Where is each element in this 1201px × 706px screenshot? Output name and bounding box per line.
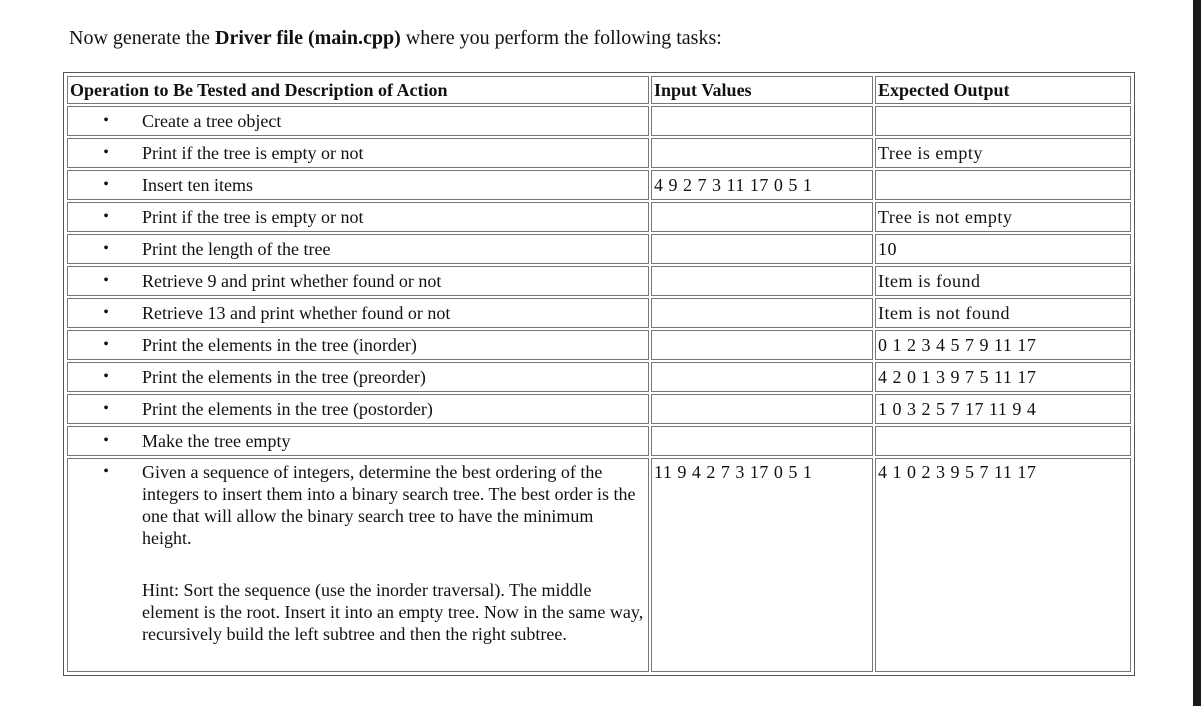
cell-operation <box>67 106 649 136</box>
cell-input <box>651 458 873 672</box>
cell-output <box>875 266 1131 296</box>
cell-input <box>651 362 873 392</box>
input-value: 4 9 2 7 3 11 17 0 5 1 <box>654 175 813 195</box>
operation-text: Print the elements in the tree (inorder) <box>142 335 417 355</box>
cell-input <box>651 298 873 328</box>
cell-output <box>875 138 1131 168</box>
output-sequence: 4 1 0 2 3 9 5 7 11 17 <box>878 462 1037 482</box>
bullet: • <box>103 368 109 385</box>
cell-operation <box>67 202 649 232</box>
table-row <box>67 202 1131 232</box>
intro-suffix: where you perform the following tasks: <box>400 27 722 49</box>
expected-output: Item is not found <box>878 303 1010 323</box>
cell-output <box>875 170 1131 200</box>
table-row <box>67 362 1131 392</box>
bullet: • <box>103 272 109 289</box>
operation-text: Print the elements in the tree (postorder) <box>142 399 433 419</box>
cell-output <box>875 298 1131 328</box>
cell-output <box>875 458 1131 672</box>
bullet: • <box>103 400 109 417</box>
table-header-row <box>67 76 1131 104</box>
header-input: Input Values <box>651 76 873 104</box>
operation-text: Print if the tree is empty or not <box>142 143 364 163</box>
table-row <box>67 394 1131 424</box>
cell-input <box>651 170 873 200</box>
intro-text <box>69 26 722 50</box>
expected-output: 10 <box>878 239 897 259</box>
operation-text: Make the tree empty <box>142 431 291 451</box>
expected-output: 1 0 3 2 5 7 17 11 9 4 <box>878 399 1037 419</box>
input-sequence: 11 9 4 2 7 3 17 0 5 1 <box>654 462 813 482</box>
bullet: • <box>103 208 109 225</box>
bullet: • <box>103 432 109 449</box>
bullet: • <box>103 144 109 161</box>
operation-text: Print the elements in the tree (preorder) <box>142 367 426 387</box>
cell-operation <box>67 394 649 424</box>
bullet: • <box>103 240 109 257</box>
table-row-best-ordering <box>67 458 1131 672</box>
cell-operation <box>67 170 649 200</box>
operation-text: Print if the tree is empty or not <box>142 207 364 227</box>
cell-operation <box>67 298 649 328</box>
operation-text: Retrieve 9 and print whether found or not <box>142 271 442 291</box>
expected-output: Item is found <box>878 271 981 291</box>
table-row <box>67 138 1131 168</box>
cell-input <box>651 426 873 456</box>
bullet: • <box>103 463 109 480</box>
cell-input <box>651 234 873 264</box>
operation-text: Insert ten items <box>142 175 253 195</box>
intro-prefix: Now generate the <box>69 27 216 49</box>
expected-output: 4 2 0 1 3 9 7 5 11 17 <box>878 367 1037 387</box>
window-edge <box>1193 0 1201 706</box>
header-operation: Operation to Be Tested and Description of Action <box>67 76 649 104</box>
expected-output: Tree is not empty <box>878 207 1013 227</box>
operation-text: Given a sequence of integers, determine the best ordering of the integers to insert them into a binary search tree. The best order is the one that will allow the binary search tree to have the minimum height. <box>142 462 636 548</box>
cell-operation <box>67 330 649 360</box>
operation-text: Retrieve 13 and print whether found or not <box>142 303 451 323</box>
cell-operation <box>67 266 649 296</box>
cell-input <box>651 266 873 296</box>
table-row <box>67 234 1131 264</box>
cell-input <box>651 330 873 360</box>
bullet: • <box>103 304 109 321</box>
cell-operation <box>67 458 649 672</box>
cell-operation <box>67 234 649 264</box>
table-row <box>67 266 1131 296</box>
cell-operation <box>67 362 649 392</box>
hint-text: Hint: Sort the sequence (use the inorder traversal). The middle element is the root. Insert it into an empty tree. Now in the same way, recursively build the left subtree and then the right subtree. <box>142 580 644 644</box>
bullet: • <box>103 176 109 193</box>
header-output: Expected Output <box>875 76 1131 104</box>
cell-output <box>875 426 1131 456</box>
operation-text: Print the length of the tree <box>142 239 331 259</box>
bullet: • <box>103 112 109 129</box>
intro-bold: Driver file (main.cpp) <box>215 27 401 49</box>
cell-input <box>651 394 873 424</box>
table-row <box>67 170 1131 200</box>
expected-output: 0 1 2 3 4 5 7 9 11 17 <box>878 335 1037 355</box>
cell-output <box>875 330 1131 360</box>
table-row <box>67 298 1131 328</box>
cell-operation <box>67 138 649 168</box>
cell-output <box>875 234 1131 264</box>
table-row <box>67 106 1131 136</box>
operation-text: Create a tree object <box>142 111 282 131</box>
bullet: • <box>103 336 109 353</box>
cell-output <box>875 394 1131 424</box>
tasks-table <box>65 74 1133 674</box>
cell-input <box>651 138 873 168</box>
cell-input <box>651 106 873 136</box>
cell-input <box>651 202 873 232</box>
cell-output <box>875 202 1131 232</box>
cell-operation <box>67 426 649 456</box>
cell-output <box>875 362 1131 392</box>
cell-output <box>875 106 1131 136</box>
table-row <box>67 426 1131 456</box>
table-row <box>67 330 1131 360</box>
expected-output: Tree is empty <box>878 143 983 163</box>
tasks-table-frame <box>63 72 1135 676</box>
